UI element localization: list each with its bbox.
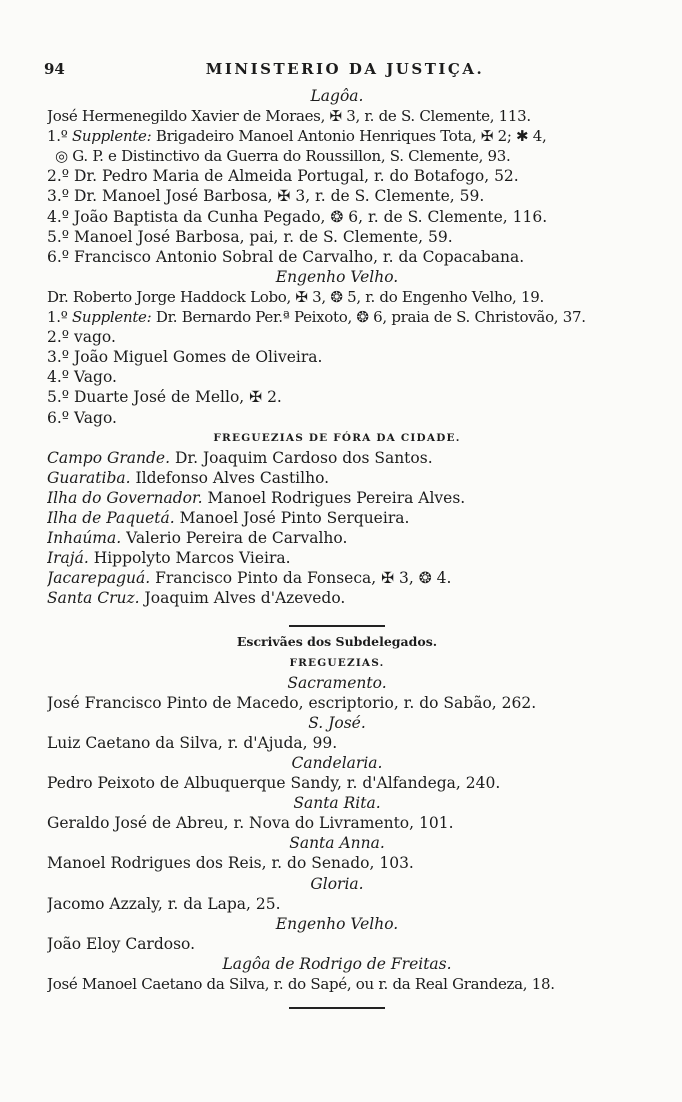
parish-heading: Engenho Velho.: [275, 914, 399, 933]
page-body: [47, 86, 627, 1014]
lagoa-line-8: 6.º Francisco Antonio Sobral de Carvalho, r. da Copacabana.: [47, 247, 525, 266]
section-heading-fora: FREGUEZIAS DE FÓRA DA CIDADE.: [213, 431, 461, 444]
section-heading-escrivaes: Escrivães dos Subdelegados.: [236, 634, 438, 650]
fora-place: Ilha do Governador.: [47, 488, 203, 507]
running-head: MINISTERIO DA JUSTIÇA.: [205, 60, 485, 78]
fora-item: [47, 508, 627, 528]
lagoa-supplente-name: Brigadeiro Manoel Antonio Henriques Tota, ✠ 2; ✱ 4,: [155, 127, 547, 146]
fora-place: Irajá.: [47, 549, 89, 568]
fora-name: Ildefonso Alves Castilho.: [135, 468, 330, 487]
lagoa-line-5: 3.º Dr. Manoel José Barbosa, ✠ 3, r. de S. Clemente, 59.: [47, 187, 485, 206]
divider-line: [289, 625, 385, 627]
fora-place: Campo Grande.: [47, 448, 171, 467]
lagoa-line-supplente: [47, 126, 627, 146]
parish-heading: S. José.: [308, 713, 366, 732]
engenho-line-5: 4.º Vago.: [47, 368, 117, 387]
engenho-line-6: 5.º Duarte José de Mello, ✠ 2.: [47, 388, 282, 407]
fora-name: Valerio Pereira de Carvalho.: [126, 529, 348, 548]
lagoa-supplente-prefix: 1.º: [47, 127, 68, 146]
parish-heading: Lagôa de Rodrigo de Freitas.: [222, 954, 452, 973]
parish-entry: José Francisco Pinto de Macedo, escriptorio, r. do Sabão, 262.: [47, 693, 537, 712]
fora-list: [47, 448, 627, 609]
engenho-supplente-name: Dr. Bernardo Per.ª Peixoto, ❂ 6, praia de S. Christovão, 37.: [155, 308, 586, 327]
page-number: 94: [44, 60, 65, 78]
lagoa-supplente-label: Supplente:: [71, 127, 152, 146]
divider-rule-2: [47, 1000, 627, 1014]
divider-rule-1: [47, 618, 627, 632]
fora-name: Hippolyto Marcos Vieira.: [93, 549, 291, 568]
parish-entry: Manoel Rodrigues dos Reis, r. do Senado, 103.: [47, 854, 414, 873]
fora-item: [47, 528, 627, 548]
fora-item: [47, 548, 627, 568]
spacer: [47, 608, 627, 618]
lagoa-line-4: 2.º Dr. Pedro Maria de Almeida Portugal, r. do Botafogo, 52.: [47, 167, 519, 186]
fora-name: Manoel José Pinto Serqueira.: [179, 508, 410, 527]
section-heading-lagoa: Lagôa.: [310, 87, 364, 105]
parish-entry: José Manoel Caetano da Silva, r. do Sapé, ou r. da Real Grandeza, 18.: [47, 975, 555, 994]
fora-place: Inhaúma.: [47, 529, 122, 548]
section-heading-engenho-velho: Engenho Velho.: [275, 267, 399, 286]
fora-place: Jacarepaguá.: [47, 569, 151, 588]
divider-line: [289, 1007, 385, 1009]
fora-place: Guaratiba.: [47, 468, 131, 487]
lagoa-line-3: ◎ G. P. e Distinctivo da Guerra do Roussillon, S. Clemente, 93.: [55, 147, 511, 166]
parish-heading: Santa Anna.: [289, 834, 385, 853]
fora-place: Santa Cruz.: [47, 589, 140, 608]
parish-heading: Gloria.: [310, 874, 364, 893]
fora-name: Dr. Joaquim Cardoso dos Santos.: [174, 448, 433, 467]
fora-place: Ilha de Paquetá.: [47, 508, 175, 527]
engenho-line-4: 3.º João Miguel Gomes de Oliveira.: [47, 348, 323, 367]
parish-entry: Geraldo José de Abreu, r. Nova do Livramento, 101.: [47, 814, 454, 833]
fora-item: [47, 448, 627, 468]
parish-heading: Candelaria.: [291, 754, 383, 772]
engenho-line-7: 6.º Vago.: [47, 408, 117, 427]
parish-entry: João Eloy Cardoso.: [47, 934, 196, 953]
subheading-freguezias: FREGUEZIAS.: [289, 656, 385, 669]
parish-heading: Santa Rita.: [293, 794, 381, 813]
fora-item: [47, 588, 627, 608]
lagoa-line-6: 4.º João Baptista da Cunha Pegado, ❂ 6, r. de S. Clemente, 116.: [47, 207, 548, 226]
lagoa-line-1: José Hermenegildo Xavier de Moraes, ✠ 3, r. de S. Clemente, 113.: [47, 107, 531, 126]
page-header: [30, 60, 660, 84]
lagoa-line-7: 5.º Manoel José Barbosa, pai, r. de S. Clemente, 59.: [47, 227, 453, 246]
fora-item: [47, 568, 627, 588]
fora-name: Francisco Pinto da Fonseca, ✠ 3, ❂ 4.: [155, 569, 452, 588]
engenho-supplente-prefix: 1.º: [47, 308, 68, 327]
fora-name: Joaquim Alves d'Azevedo.: [144, 589, 346, 608]
parish-entry: Luiz Caetano da Silva, r. d'Ajuda, 99.: [47, 733, 338, 752]
fora-item: [47, 468, 627, 488]
engenho-line-3: 2.º vago.: [47, 328, 116, 347]
escrivaes-list: [47, 673, 627, 995]
parish-entry: Jacomo Azzaly, r. da Lapa, 25.: [47, 894, 281, 913]
engenho-line-supplente: [47, 307, 627, 327]
fora-name: Manoel Rodrigues Pereira Alves.: [207, 488, 466, 507]
engenho-line-1: Dr. Roberto Jorge Haddock Lobo, ✠ 3, ❂ 5, r. do Engenho Velho, 19.: [47, 287, 544, 306]
parish-entry: Pedro Peixoto de Albuquerque Sandy, r. d'Alfandega, 240.: [47, 774, 501, 793]
parish-heading: Sacramento.: [287, 673, 387, 692]
engenho-supplente-label: Supplente:: [71, 308, 152, 327]
fora-item: [47, 488, 627, 508]
